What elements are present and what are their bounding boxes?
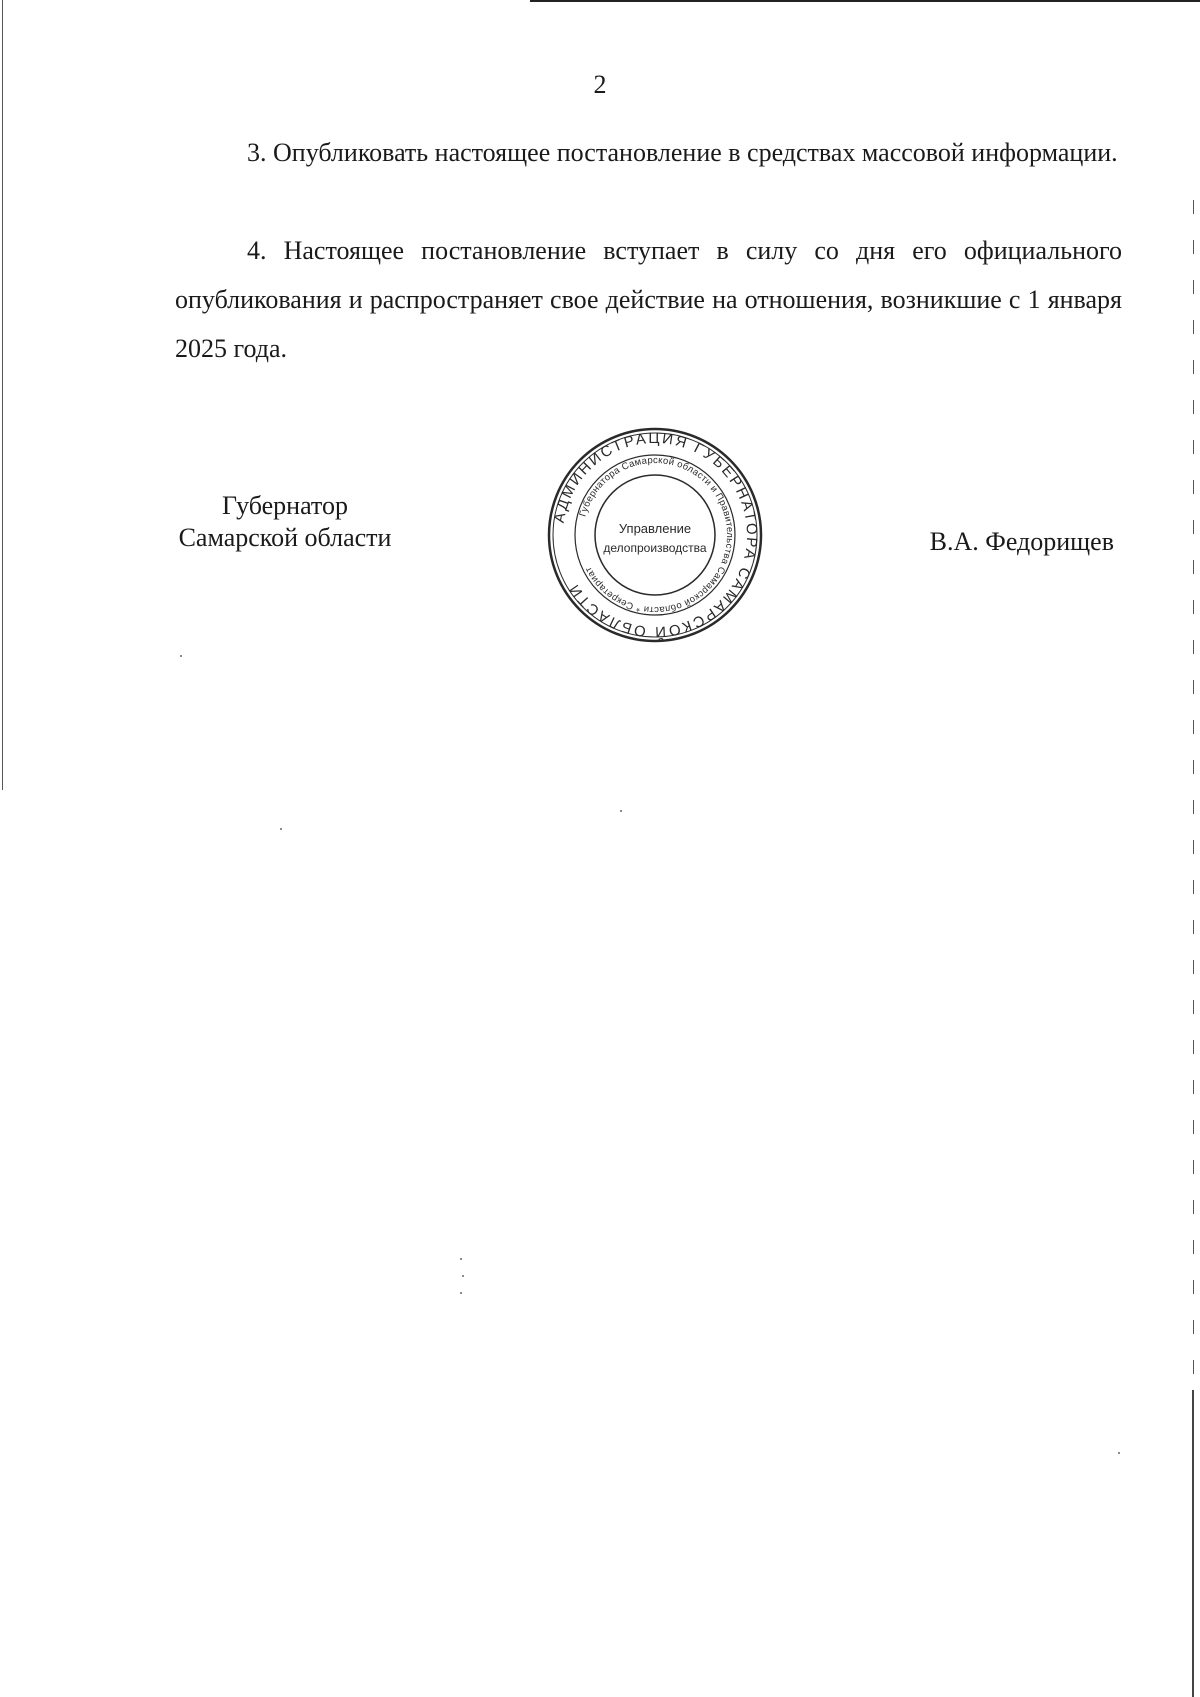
scan-edge-top	[530, 0, 1200, 2]
page-number: 2	[593, 70, 607, 99]
paragraph-4: 4. Настоящее постановление вступает в силу со дня его официального опубликования и распространяет свое действие на отношения, возникшие с 1 января 2025 года.	[175, 236, 1122, 363]
signatory-name: В.А. Федорищев	[929, 527, 1114, 556]
signature-title-line2: Самарской области	[178, 523, 392, 552]
scan-edge-left	[2, 0, 3, 790]
signature-title	[150, 490, 420, 554]
stamp-seal-graphic	[545, 425, 765, 645]
signature-title-line1: Губернатор	[222, 491, 348, 520]
stamp-outer-text: АДМИНИСТРАЦИЯ ГУБЕРНАТОРА САМАРСКОЙ ОБЛАСТИ	[550, 429, 761, 641]
scan-speck	[1118, 1452, 1120, 1454]
stamp-inner-text: Губернатора Самарской области и Правительства Самарской области * Секретариат	[577, 454, 736, 616]
scan-speck	[462, 1275, 464, 1277]
paragraph-3: 3. Опубликовать настоящее постановление в средствах массовой информации.	[247, 138, 1118, 167]
official-stamp	[545, 425, 765, 645]
scan-speck	[460, 1258, 462, 1260]
stamp-center-line1: Управление	[618, 521, 692, 536]
stamp-center-line2: делопроизводства	[603, 541, 707, 555]
scan-speck	[180, 655, 182, 657]
scan-edge-right-solid	[1192, 1390, 1194, 1697]
scan-speck	[620, 810, 622, 812]
scan-speck	[280, 828, 282, 830]
scan-speck	[460, 1292, 462, 1294]
